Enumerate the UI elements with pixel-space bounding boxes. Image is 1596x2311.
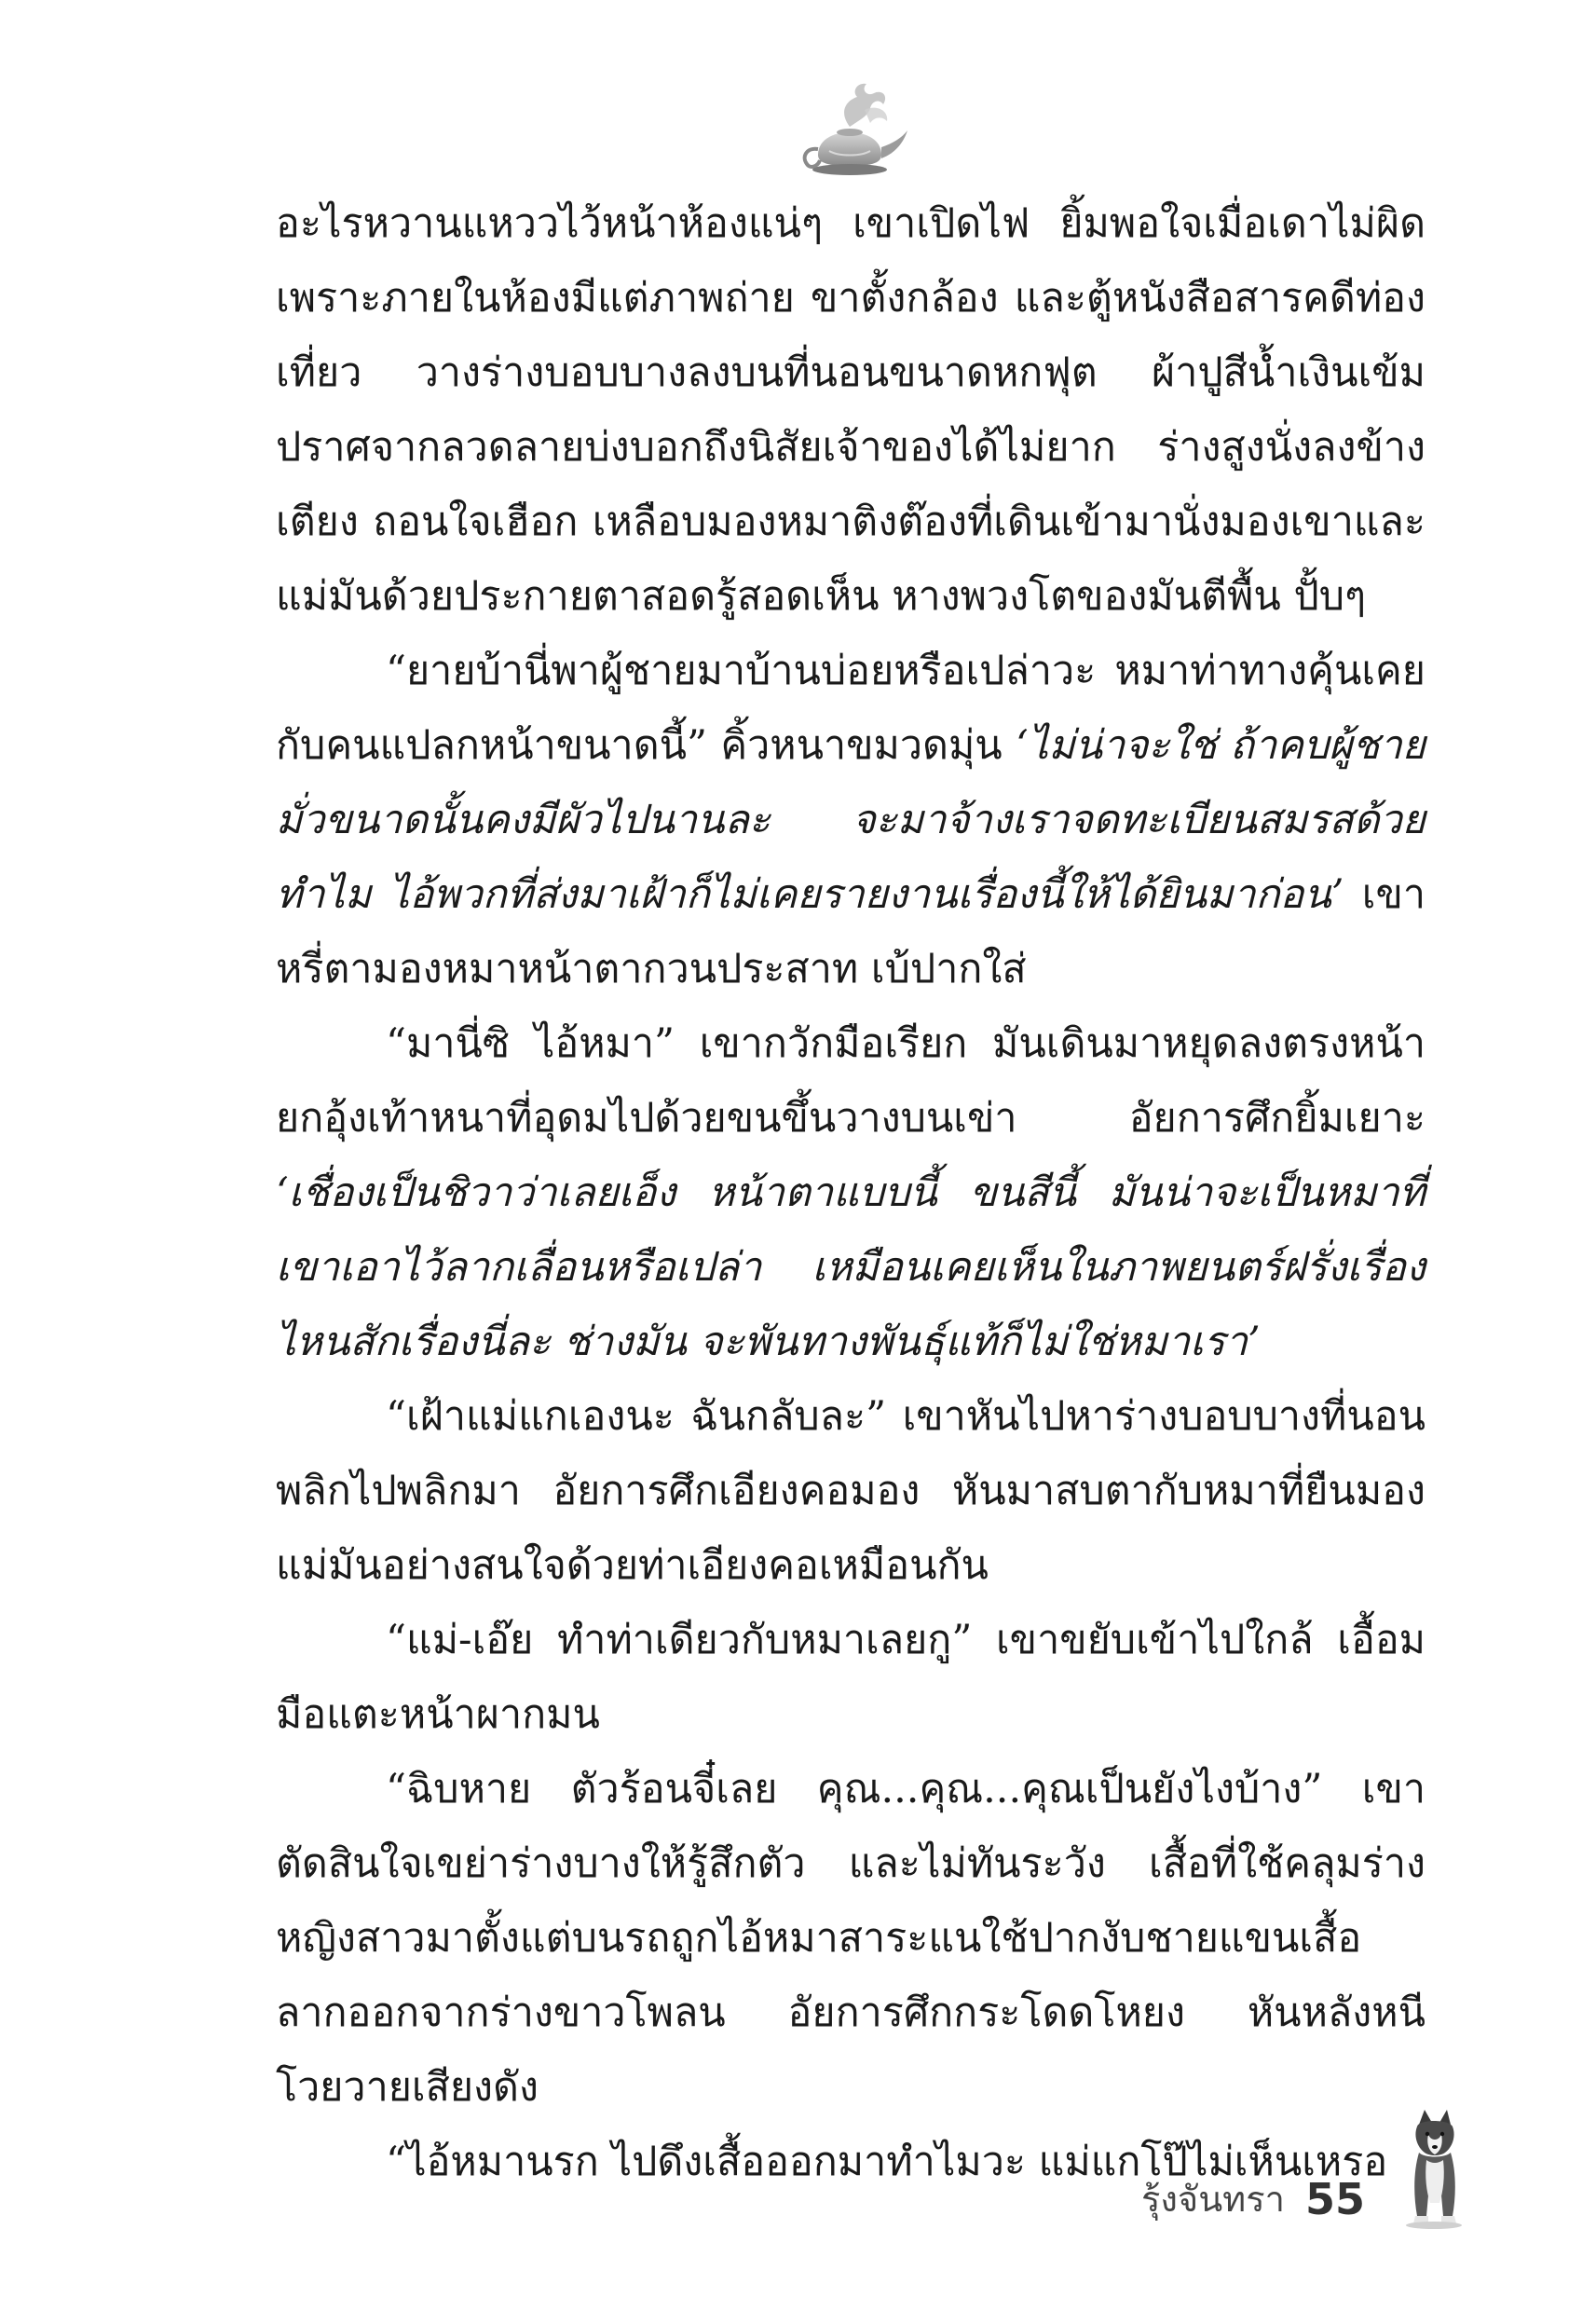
paragraph [276, 1379, 1425, 1603]
page-footer [1141, 2101, 1475, 2232]
paragraph-text: “แม่-เอ๊ย ทำท่าเดียวกับหมาเลยกู” เขาขยับเข้าไปใกล้ เอื้อมมือแตะหน้าผากมน [276, 1617, 1425, 1738]
paragraph-text: อะไรหวานแหววไว้หน้าห้องแน่ๆ เขาเปิดไฟ ยิ้มพอใจเมื่อเดาไม่ผิด เพราะภายในห้องมีแต่ภาพถ่าย ขาตั้งกล้อง และตู้หนังสือสารคดีท่องเที่ยว วางร่างบอบบางลงบนที่นอนขนาดหกฟุต ผ้าปูสีน้ำเงินเข้มปราศจากลวดลายบ่งบอกถึงนิสัยเจ้าของได้ไม่ยาก ร่างสูงนั่งลงข้างเตียง ถอนใจเฮือก เหลือบมองหมาติงต๊องที่เดินเข้ามานั่งมองเขาและแม่มันด้วยประกายตาสอดรู้สอดเห็น หางพวงโตของมันตีพื้น ปั้บๆ [276, 200, 1425, 620]
paragraph-text: “มานี่ซิ ไอ้หมา” เขากวักมือเรียก มันเดินมาหยุดลงตรงหน้า ยกอุ้งเท้าหนาที่อุดมไปด้วยขนขึ้นวางบนเข่า อัยการศึกยิ้มเยาะ [276, 1020, 1425, 1142]
paragraph [276, 634, 1425, 1006]
footer-book-title: รุ้งจันทรา [1140, 2179, 1285, 2220]
page-number: 55 [1304, 2174, 1365, 2224]
teapot-ornament-icon [792, 73, 913, 194]
husky-dog-icon [1391, 2106, 1475, 2232]
paragraph-text: “ฉิบหาย ตัวร้อนจี๋เลย คุณ...คุณ...คุณเป็นยังไงบ้าง” เขาตัดสินใจเขย่าร่างบางให้รู้สึกตัว และไม่ทันระวัง เสื้อที่ใช้คลุมร่างหญิงสาวมาตั้งแต่บนรถถูกไอ้หมาสาระแนใช้ปากงับชายแขนเสื้อลากออกจากร่างขาวโพลน อัยการศึกกระโดดโหยง หันหลังหนี โวยวายเสียงดัง [276, 1766, 1425, 2111]
paragraph [276, 186, 1425, 634]
inner-thought-text: ‘เชื่องเป็นชิวาว่าเลยเอ็ง หน้าตาแบบนี้ ขนสีนี้ มันน่าจะเป็นหมาที่เขาเอาไว้ลากเลื่อนหรือเปล่า เหมือนเคยเห็นในภาพยนตร์ฝรั่งเรื่องไหนสักเรื่องนี่ละ ช่างมัน จะพันทางพันธุ์แท้ก็ไม่ใช่หมาเรา’ [276, 1169, 1425, 1365]
body-text [276, 186, 1425, 2199]
paragraph [276, 1603, 1425, 1752]
paragraph [276, 1752, 1425, 2125]
paragraph-text: “ไอ้หมานรก ไปดึงเสื้อออกมาทำไมวะ แม่แกโป๊ไม่เห็นเหรอ [386, 2139, 1388, 2185]
paragraph-text: “ยายบ้านี่พาผู้ชายมาบ้านบ่อยหรือเปล่าวะ หมาท่าทางคุ้นเคยกับคนแปลกหน้าขนาดนี้” คิ้วหนาขมวดมุ่น [276, 648, 1425, 769]
paragraph-text: “เฝ้าแม่แกเองนะ ฉันกลับละ” เขาหันไปหาร่างบอบบางที่นอนพลิกไปพลิกมา อัยการศึกเอียงคอมอง หันมาสบตากับหมาที่ยืนมองแม่มันอย่างสนใจด้วยท่าเอียงคอเหมือนกัน [276, 1393, 1425, 1589]
paragraph-text: เขาหรี่ตามองหมาหน้าตากวนประสาท เบ้ปากใส่ [276, 871, 1426, 992]
inner-thought-text: ‘ไม่น่าจะใช่ ถ้าคบผู้ชายมั่วขนาดนั้นคงมีผัวไปนานละ จะมาจ้างเราจดทะเบียนสมรสด้วยทำไม ไอ้พวกที่ส่งมาเฝ้าก็ไม่เคยรายงานเรื่องนี้ให้ได้ยินมาก่อน’ [276, 722, 1426, 918]
paragraph [276, 1006, 1425, 1379]
